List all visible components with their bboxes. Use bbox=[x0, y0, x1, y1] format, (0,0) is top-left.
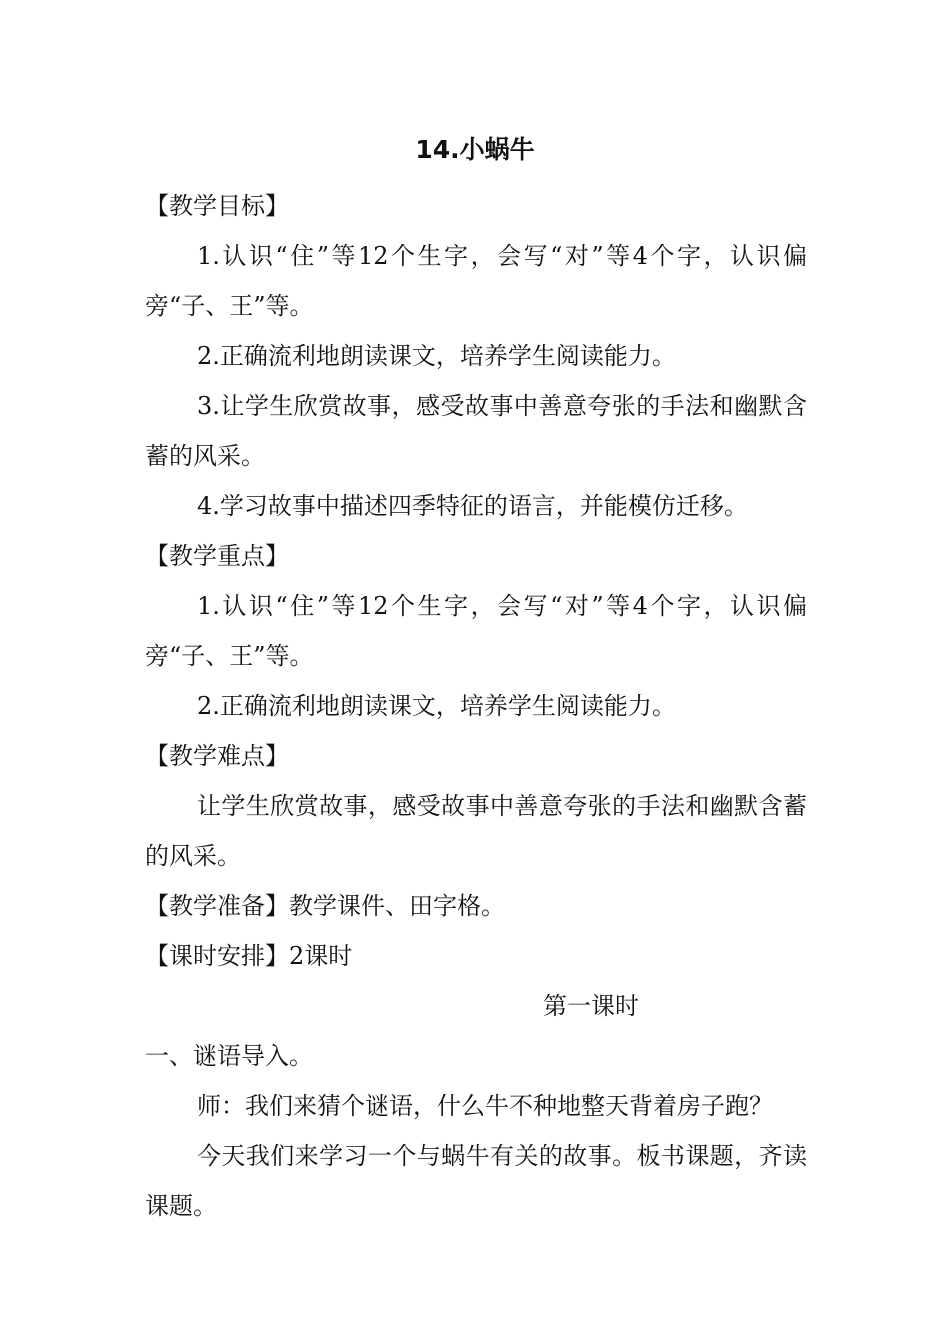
schedule-line: 【课时安排】2课时 bbox=[145, 942, 353, 970]
objectives-heading: 【教学目标】 bbox=[145, 192, 289, 220]
key-point-item: 1.认识“住”等12个生字，会写“对”等4个字，认识偏旁“子、王”等。 bbox=[145, 592, 807, 670]
objective-item: 1.认识“住”等12个生字，会写“对”等4个字，认识偏旁“子、王”等。 bbox=[145, 242, 807, 320]
step1-line: 师：我们来猜个谜语，什么牛不种地整天背着房子跑？ bbox=[197, 1092, 773, 1120]
difficulty-text: 让学生欣赏故事，感受故事中善意夸张的手法和幽默含蓄的风采。 bbox=[145, 792, 807, 870]
objective-item: 4.学习故事中描述四季特征的语言，并能模仿迁移。 bbox=[197, 492, 748, 520]
step1-line: 今天我们来学习一个与蜗牛有关的故事。板书课题，齐读课题。 bbox=[145, 1142, 807, 1220]
key-points-heading: 【教学重点】 bbox=[145, 542, 289, 570]
step1-heading: 一、谜语导入。 bbox=[145, 1042, 313, 1070]
difficulty-heading: 【教学难点】 bbox=[145, 742, 289, 770]
objective-item: 2.正确流利地朗读课文，培养学生阅读能力。 bbox=[197, 342, 676, 370]
key-point-item: 2.正确流利地朗读课文，培养学生阅读能力。 bbox=[197, 692, 676, 720]
document-title: 14.小蜗牛 bbox=[415, 135, 535, 164]
preparation-line: 【教学准备】教学课件、田字格。 bbox=[145, 892, 505, 920]
lesson-heading: 第一课时 bbox=[543, 992, 639, 1020]
document-body bbox=[145, 181, 807, 1231]
objective-item: 3.让学生欣赏故事，感受故事中善意夸张的手法和幽默含蓄的风采。 bbox=[145, 392, 807, 470]
